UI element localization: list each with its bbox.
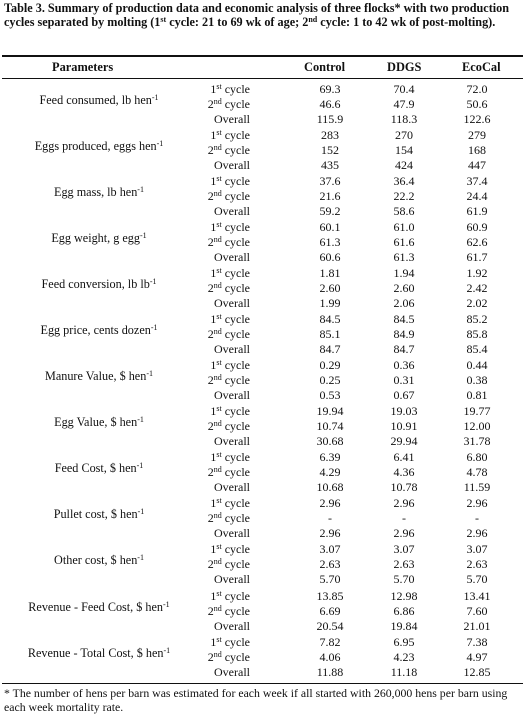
control-value: 5.70 [319,572,341,587]
control-value: 60.6 [319,250,341,265]
ddgs-value: 84.7 [393,342,415,357]
control-value: 152 [321,143,339,158]
table-footnote: * The number of hens per barn was estimated for each week if all started with 260,000 hens per barn using each week mortality rate. [4,686,508,714]
control-value: 69.3 [319,82,341,96]
table-row [0,342,525,356]
ecocal-value: 85.8 [466,327,488,342]
ddgs-value: 11.18 [390,664,418,679]
table-body [0,81,525,680]
parameter-name: Revenue - Total Cost, $ hen$^{-1}$ [27,645,171,660]
parameter-group [0,449,525,495]
control-value: 84.7 [319,342,341,357]
table-row [0,589,525,603]
ecocal-value: 2.02 [466,296,488,311]
table-row [0,97,525,111]
table-row [0,635,525,649]
parameter-group [0,357,525,403]
parameter-group [0,219,525,265]
cycle-label: Overall [214,664,250,679]
table-row [0,174,525,188]
cycle-label: 2nd cycle [207,143,250,158]
parameter-group [0,588,525,634]
parameter-name: Feed conversion, lb $lb^{-1}$ [41,277,157,292]
ddgs-value: 29.94 [390,434,418,449]
ddgs-value: 84.5 [393,312,415,327]
ddgs-value: 61.6 [393,235,415,250]
table-row [0,373,525,387]
parameter-group [0,311,525,357]
ecocal-value: 60.9 [466,220,488,235]
parameter-name: Manure Value, $ hen$^{-1}$ [45,369,153,384]
control-value: 85.1 [319,327,341,342]
table-row [0,312,525,326]
ddgs-value: 0.36 [393,358,415,373]
cycle-label: Overall [214,250,250,265]
cycle-label: 1st cycle [210,220,250,235]
ecocal-value: 24.4 [466,189,488,204]
control-value: - [328,511,332,526]
ecocal-value: 7.38 [466,634,488,649]
ecocal-value: - [475,511,479,526]
cycle-label: Overall [214,112,250,126]
cycle-label: Overall [214,296,250,311]
parameter-name: Other cost, $ hen$^{-1}$ [54,553,144,568]
control-value: 0.25 [319,373,341,388]
control-value: 115.9 [316,112,344,126]
ddgs-value: 47.9 [393,97,415,111]
parameter-group [0,173,525,219]
ddgs-value: 1.94 [393,266,415,281]
parameter-group [0,127,525,173]
table-row [0,388,525,402]
ddgs-value: 270 [395,128,413,143]
table-row [0,404,525,418]
control-value: 435 [321,158,339,173]
table-row [0,542,525,556]
header-ecocal: EcoCal [462,60,501,74]
cycle-label: Overall [214,572,250,587]
ddgs-value: 10.78 [390,480,418,495]
ddgs-value: 61.3 [393,250,415,265]
parameter-group [0,541,525,587]
ecocal-value: 11.59 [463,480,491,495]
cycle-label: 1st cycle [210,496,250,511]
parameter-group [0,634,525,680]
ddgs-value: 0.67 [393,388,415,403]
parameter-name: Egg mass, lb hen$^{-1}$ [54,185,144,200]
cycle-label: 1st cycle [210,174,250,189]
cycle-label: 2nd cycle [207,649,250,664]
control-value: 21.6 [319,189,341,204]
cycle-label: 1st cycle [210,82,250,96]
control-value: 20.54 [316,618,344,633]
cycle-label: 2nd cycle [207,419,250,434]
ecocal-value: 5.70 [466,572,488,587]
control-value: 283 [321,128,339,143]
ecocal-value: 37.4 [466,174,488,189]
ecocal-value: 62.6 [466,235,488,250]
ecocal-value: 85.4 [466,342,488,357]
parameter-name: Feed consumed, lb hen$^{-1}$ [39,93,159,107]
control-value: 13.85 [316,588,344,603]
ecocal-value: 31.78 [463,434,491,449]
ecocal-value: 4.78 [466,465,488,480]
table-row [0,112,525,126]
control-value: 3.07 [319,542,341,557]
control-value: 2.60 [319,281,341,296]
cycle-label: Overall [214,434,250,449]
cycle-label: 1st cycle [210,404,250,419]
ddgs-value: - [402,511,406,526]
ecocal-value: 1.92 [466,266,488,281]
ddgs-value: 0.31 [393,373,415,388]
header-rule [2,78,523,79]
control-value: 37.6 [319,174,341,189]
table-row [0,619,525,633]
ecocal-value: 168 [468,143,486,158]
table-row [0,189,525,203]
table-row [0,250,525,264]
table-row [0,296,525,310]
ddgs-value: 4.23 [393,649,415,664]
ddgs-value: 6.95 [393,634,415,649]
table-caption: Table 3. Summary of production data and economic analysis of three flocks* with two production cycles separated by molting (1st cycle: 21 to 69 wk of age; 2nd cycle: 1 to 42 wk of post-molting). [4,1,510,29]
control-value: 59.2 [319,204,341,219]
control-value: 19.94 [316,404,344,419]
table-row [0,450,525,464]
cycle-label: 1st cycle [210,128,250,143]
ecocal-value: 2.96 [466,526,488,541]
cycle-label: Overall [214,342,250,357]
ecocal-value: 50.6 [466,97,488,111]
cycle-label: 2nd cycle [207,189,250,204]
parameter-name: Feed Cost, $ hen$^{-1}$ [54,461,144,476]
ecocal-value: 61.7 [466,250,488,265]
parameter-name: Eggs produced, eggs hen$^{-1}$ [34,139,164,154]
ddgs-value: 61.0 [393,220,415,235]
parameter-name: Egg weight, g egg$^{-1}$ [51,231,147,246]
cycle-label: 2nd cycle [207,235,250,250]
table-row [0,281,525,295]
cycle-label: Overall [214,480,250,495]
ecocal-value: 3.07 [466,542,488,557]
control-value: 1.99 [319,296,341,311]
cycle-label: 2nd cycle [207,327,250,342]
control-value: 61.3 [319,235,341,250]
cycle-label: 2nd cycle [207,465,250,480]
control-value: 2.63 [319,557,341,572]
ddgs-value: 424 [395,158,413,173]
ddgs-value: 2.96 [393,526,415,541]
table-row [0,526,525,540]
ecocal-value: 0.38 [466,373,488,388]
ddgs-value: 118.3 [390,112,418,126]
parameter-group [0,495,525,541]
parameter-group [0,81,525,127]
table-row [0,496,525,510]
control-value: 7.82 [319,634,341,649]
control-value: 4.29 [319,465,341,480]
parameter-group [0,403,525,449]
table-row [0,327,525,341]
control-value: 0.53 [319,388,341,403]
top-rule [2,55,523,57]
ecocal-value: 4.97 [466,649,488,664]
table-row [0,158,525,172]
ecocal-value: 12.00 [463,419,491,434]
header-ddgs: DDGS [387,60,422,74]
table-row [0,604,525,618]
cycle-label: 1st cycle [210,450,250,465]
ecocal-value: 2.63 [466,557,488,572]
ddgs-value: 36.4 [393,174,415,189]
table-row [0,204,525,218]
ddgs-value: 19.84 [390,618,418,633]
cycle-label: 1st cycle [210,588,250,603]
ddgs-value: 6.86 [393,603,415,618]
ecocal-value: 7.60 [466,603,488,618]
ddgs-value: 3.07 [393,542,415,557]
table-row [0,128,525,142]
ecocal-value: 85.2 [466,312,488,327]
ecocal-value: 12.85 [463,664,491,679]
cycle-label: 1st cycle [210,266,250,281]
ecocal-value: 0.44 [466,358,488,373]
header-parameters: Parameters [52,60,114,74]
ecocal-value: 72.0 [466,82,488,96]
ecocal-value: 2.42 [466,281,488,296]
control-value: 10.74 [316,419,344,434]
ecocal-value: 0.81 [466,388,488,403]
cycle-label: 2nd cycle [207,557,250,572]
ecocal-value: 19.77 [463,404,491,419]
control-value: 10.68 [316,480,344,495]
ddgs-value: 10.91 [390,419,418,434]
cycle-label: 1st cycle [210,634,250,649]
table-row [0,650,525,664]
table-row [0,82,525,96]
parameter-name: Revenue - Feed Cost, $ hen$^{-1}$ [28,599,170,614]
cycle-label: 2nd cycle [207,603,250,618]
control-value: 1.81 [319,266,341,281]
control-value: 4.06 [319,649,341,664]
ddgs-value: 84.9 [393,327,415,342]
table-row [0,266,525,280]
table-row [0,557,525,571]
ecocal-value: 61.9 [466,204,488,219]
table-row [0,434,525,448]
control-value: 60.1 [319,220,341,235]
control-value: 0.29 [319,358,341,373]
header-control: Control [304,60,346,74]
ecocal-value: 21.01 [463,618,491,633]
cycle-label: 1st cycle [210,542,250,557]
ddgs-value: 2.06 [393,296,415,311]
cycle-label: Overall [214,204,250,219]
table-row [0,358,525,372]
table-row [0,220,525,234]
cycle-label: 2nd cycle [207,373,250,388]
ecocal-value: 2.96 [466,496,488,511]
control-value: 30.68 [316,434,344,449]
table-row [0,511,525,525]
ecocal-value: 279 [468,128,486,143]
table-row [0,419,525,433]
ddgs-value: 2.63 [393,557,415,572]
ddgs-value: 22.2 [393,189,415,204]
table-row [0,143,525,157]
ddgs-value: 6.41 [393,450,415,465]
bottom-rule [2,683,523,684]
ecocal-value: 122.6 [463,112,491,126]
ddgs-value: 70.4 [393,82,415,96]
control-value: 11.88 [316,664,344,679]
cycle-label: 2nd cycle [207,97,250,111]
parameter-name: Egg Value, $ hen$^{-1}$ [54,415,144,430]
cycle-label: Overall [214,158,250,173]
control-value: 84.5 [319,312,341,327]
parameter-name: Egg price, cents dozen$^{-1}$ [40,323,158,338]
ddgs-value: 5.70 [393,572,415,587]
ecocal-value: 13.41 [463,588,491,603]
cycle-label: Overall [214,388,250,403]
control-value: 46.6 [319,97,341,111]
table-row [0,480,525,494]
ddgs-value: 4.36 [393,465,415,480]
table-row [0,665,525,679]
parameter-name: Pullet cost, $ hen$^{-1}$ [53,507,145,522]
control-value: 2.96 [319,526,341,541]
control-value: 6.39 [319,450,341,465]
cycle-label: 1st cycle [210,358,250,373]
parameter-group [0,265,525,311]
table-row [0,235,525,249]
ddgs-value: 154 [395,143,413,158]
cycle-label: Overall [214,526,250,541]
cycle-label: 1st cycle [210,312,250,327]
control-value: 6.69 [319,603,341,618]
ddgs-value: 12.98 [390,588,418,603]
cycle-label: 2nd cycle [207,281,250,296]
cycle-label: Overall [214,618,250,633]
ddgs-value: 2.60 [393,281,415,296]
table-row [0,572,525,586]
ddgs-value: 58.6 [393,204,415,219]
ecocal-value: 447 [468,158,486,173]
ddgs-value: 2.96 [393,496,415,511]
cycle-label: 2nd cycle [207,511,250,526]
ddgs-value: 19.03 [390,404,418,419]
ecocal-value: 6.80 [466,450,488,465]
control-value: 2.96 [319,496,341,511]
table-row [0,465,525,479]
